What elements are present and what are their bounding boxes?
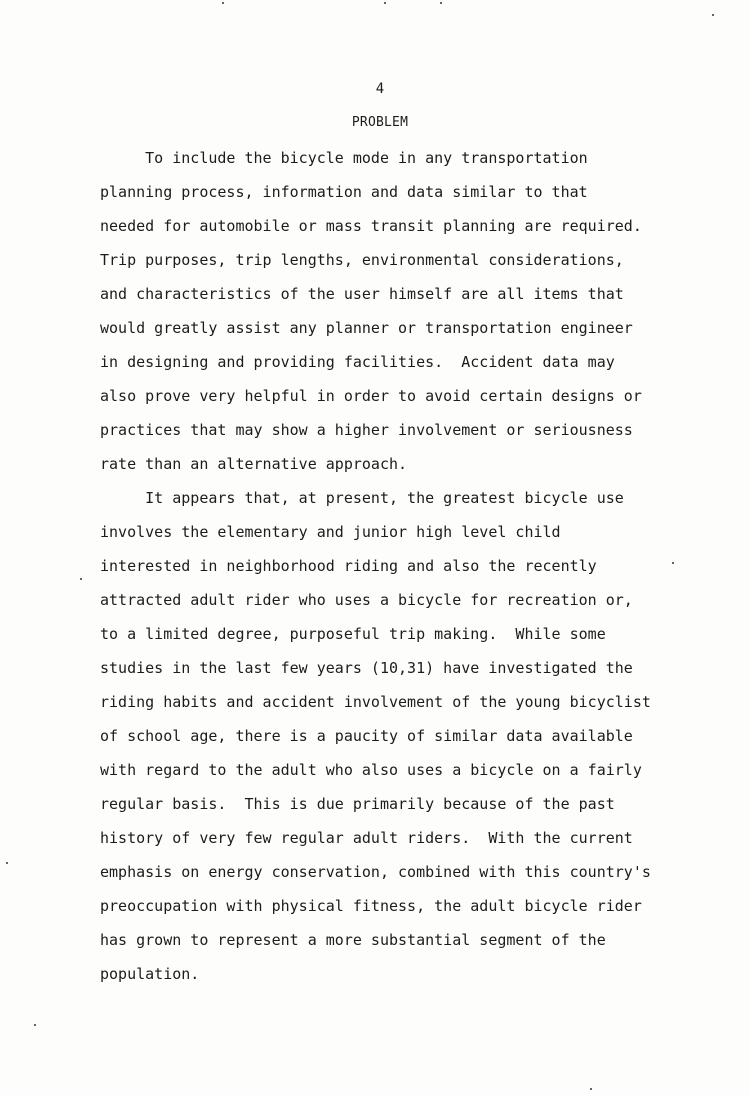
text-line: in designing and providing facilities. Accident data may [100,353,615,371]
text-line: has grown to represent a more substantial segment of the [100,931,606,949]
text-line: attracted adult rider who uses a bicycle for recreation or, [100,591,633,609]
text-line: preoccupation with physical fitness, the adult bicycle rider [100,897,642,915]
text-line: rate than an alternative approach. [100,455,408,473]
text-line: would greatly assist any planner or transportation engineer [100,319,633,337]
text-line: riding habits and accident involvement of the young bicyclist [100,693,651,711]
text-line: also prove very helpful in order to avoid certain designs or [100,387,642,405]
text-line: involves the elementary and junior high level child [100,523,561,541]
text-line: and characteristics of the user himself are all items that [100,285,624,303]
text-line: studies in the last few years (10,31) have investigated the [100,659,633,677]
text-line: Trip purposes, trip lengths, environmental considerations, [100,251,624,269]
text-line: population. [100,965,200,983]
scan-speck [590,1088,592,1090]
text-line: needed for automobile or mass transit planning are required. [100,217,642,235]
text-line: planning process, information and data similar to that [100,183,588,201]
text-line: with regard to the adult who also uses a bicycle on a fairly [100,761,642,779]
text-line: of school age, there is a paucity of similar data available [100,727,633,745]
text-line: practices that may show a higher involvement or seriousness [100,421,633,439]
text-line: to a limited degree, purposeful trip making. While some [100,625,606,643]
text-line: history of very few regular adult riders. With the current [100,829,633,847]
scan-speck [672,562,674,564]
text-line: regular basis. This is due primarily because of the past [100,795,615,813]
text-line: To include the bicycle mode in any transportation [100,149,588,167]
text-line: It appears that, at present, the greatest bicycle use [100,489,624,507]
scan-speck [440,2,442,4]
section-heading: PROBLEM [351,115,409,130]
scan-speck [6,862,8,864]
scan-speck [712,14,714,16]
text-line: emphasis on energy conservation, combined with this country's [100,863,651,881]
scan-speck [222,2,224,4]
text-line: interested in neighborhood riding and also the recently [100,557,597,575]
scan-speck [80,578,82,580]
page-number: 4 [375,81,385,97]
scan-speck [34,1024,36,1026]
scan-speck [384,2,386,4]
